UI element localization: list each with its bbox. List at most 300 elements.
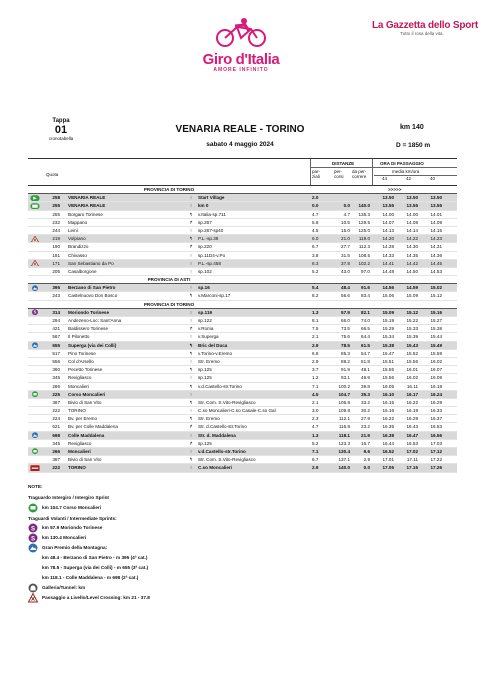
partial-distance-cell: 7.1: [312, 449, 319, 454]
quota-cell: 360: [52, 367, 60, 373]
time-44-cell: 16.44: [382, 440, 394, 446]
time-40-cell: 16.02: [430, 358, 442, 364]
quota-cell: 345: [52, 375, 60, 381]
time-44-cell: 16.15: [382, 399, 394, 405]
partial-distance-cell: 2.1: [312, 334, 319, 340]
location-cell: Borgaro Torinese: [68, 211, 103, 217]
level-crossing-icon: [29, 260, 41, 266]
road-cell: v.Marconi-sp.17: [198, 293, 231, 299]
time-44-cell: 16.35: [382, 424, 394, 430]
tv-icon: [28, 503, 38, 513]
covered-distance-cell: 88.2: [341, 358, 350, 364]
time-44-cell: 14.00: [382, 211, 394, 217]
road-cell: Bric del Duca: [198, 342, 228, 348]
time-42-cell: 16.47: [406, 432, 418, 438]
road-cell: Str. Com. S.Vito-Revigliasco: [198, 399, 256, 405]
location-cell: Col d'Arsello: [68, 358, 94, 364]
time-44-cell: 13.55: [382, 203, 394, 209]
quota-cell: 219: [52, 236, 60, 242]
partial-distance-cell: 6.0: [312, 236, 319, 242]
time-42-cell: 15.22: [406, 318, 418, 323]
km-zero-icon: [29, 203, 41, 209]
time-42-cell: 16.01: [406, 367, 418, 373]
partial-distance-cell: 7.5: [312, 326, 319, 332]
time-40-cell: 15.38: [430, 326, 442, 332]
remaining-distance-cell: 39.8: [361, 383, 370, 389]
location-cell: Superga (via dei Colli): [68, 342, 117, 348]
covered-distance-cell: 4.7: [343, 211, 350, 217]
table-row: [28, 194, 457, 202]
svg-text:S: S: [30, 526, 36, 533]
time-44-cell: 15.19: [382, 318, 394, 323]
time-42-cell: 14.00: [406, 211, 418, 217]
road-cell: sp.125: [198, 367, 212, 373]
covered-distance-cell: 10.5: [341, 219, 350, 225]
location-cell: Moncalieri: [68, 449, 91, 454]
covered-distance-cell: 85.3: [341, 350, 350, 356]
time-40-cell: 14.36: [430, 252, 442, 258]
covered-distance-cell: 123.3: [338, 440, 350, 446]
start-icon: [29, 195, 41, 201]
remaining-distance-cell: 27.9: [361, 416, 370, 422]
direction-arrow-icon: ↰: [189, 236, 193, 242]
covered-distance-cell: 15.0: [341, 227, 350, 233]
direction-arrow-icon: ↱: [189, 219, 193, 225]
location-cell: Bv. per Eremo: [68, 416, 98, 422]
time-44-cell: 17.05: [382, 465, 394, 471]
time-40-cell: 14.15: [430, 227, 442, 233]
partial-distance-cell: 5.4: [312, 285, 319, 291]
road-cell: sp.220: [198, 244, 212, 250]
route-rows: [28, 194, 457, 472]
remaining-distance-cell: 51.8: [361, 358, 370, 364]
time-44-cell: 16.16: [382, 408, 394, 414]
location-cell: Colle Maddalena: [68, 432, 105, 438]
road-cell: Str. Eremo: [198, 358, 220, 364]
covered-distance-cell: 118.1: [338, 432, 350, 438]
remaining-distance-cell: 61.5: [361, 342, 370, 348]
table-row: [28, 391, 457, 399]
time-44-cell: 14.28: [382, 244, 394, 250]
road-cell: v.Roma: [198, 326, 214, 332]
direction-arrow-icon: ↑: [189, 358, 193, 364]
covered-distance-cell: 104.7: [338, 391, 350, 397]
header-quota: Quota: [46, 172, 59, 177]
time-40-cell: 16.53: [430, 424, 442, 430]
remaining-distance-cell: 54.7: [361, 350, 370, 356]
direction-arrow-icon: ↑: [189, 375, 193, 381]
road-cell: sp.119: [198, 309, 213, 315]
quota-cell: 243: [52, 293, 60, 299]
direction-arrow-icon: ↰: [189, 342, 193, 348]
quota-cell: 294: [52, 318, 60, 323]
mountain-icon: [29, 285, 41, 291]
svg-text:S: S: [33, 309, 37, 315]
covered-distance-cell: 27.7: [341, 244, 350, 250]
direction-arrow-icon: ↰: [189, 211, 193, 217]
remaining-distance-cell: 66.5: [361, 326, 370, 332]
partial-distance-cell: 2.3: [312, 416, 319, 422]
quota-cell: 698: [52, 432, 60, 438]
tappa-type: cronotabella: [48, 136, 74, 141]
covered-distance-cell: 93.1: [341, 375, 350, 381]
direction-arrow-icon: ↑: [189, 268, 193, 274]
covered-distance-cell: 43.0: [341, 268, 350, 274]
remaining-distance-cell: 16.7: [361, 440, 370, 446]
direction-arrow-icon: ↑: [189, 318, 193, 323]
time-44-cell: 15.34: [382, 334, 394, 340]
time-44-cell: 14.20: [382, 236, 394, 242]
section-torino2: PROVINCIA DI TORINO: [28, 301, 457, 309]
time-42-cell: 14.08: [406, 219, 418, 225]
time-42-cell: 17.02: [406, 449, 418, 454]
table-row: [28, 309, 457, 317]
table-row: [28, 268, 457, 276]
location-cell: Corso Moncalieri: [68, 391, 106, 397]
time-40-cell: 17.03: [430, 440, 442, 446]
header-da-percorrere: da per- correre: [352, 169, 367, 179]
section-asti: PROVINCIA DI ASTI: [28, 276, 457, 284]
quota-cell: 655: [52, 342, 60, 348]
table-row: [28, 440, 457, 448]
time-40-cell: 15.49: [430, 342, 442, 348]
remaining-distance-cell: 30.2: [361, 408, 370, 414]
covered-distance-cell: 31.5: [341, 252, 350, 258]
remaining-distance-cell: 135.3: [358, 211, 370, 217]
partial-distance-cell: 4.7: [312, 424, 319, 430]
covered-distance-cell: 57.9: [341, 309, 350, 315]
partial-distance-cell: 4.7: [312, 211, 319, 217]
partial-distance-cell: 6.3: [312, 260, 319, 266]
time-44-cell: 14.41: [382, 260, 394, 266]
time-40-cell: 14.31: [430, 244, 442, 250]
time-40-cell: 15.12: [430, 293, 442, 299]
table-row: [28, 415, 457, 423]
location-cell: Andezeno-Loc: Sant'Anna: [68, 318, 122, 323]
direction-arrow-icon: ↑: [189, 408, 193, 414]
table-row: [28, 235, 457, 243]
header-distanze: DISTANZE: [332, 161, 355, 166]
table-row: [28, 292, 457, 300]
sprint-icon: [28, 523, 38, 533]
remaining-distance-cell: 21.9: [361, 432, 370, 438]
road-cell: Str. Eremo: [198, 416, 220, 422]
quota-cell: 244: [52, 227, 60, 233]
time-42-cell: 15.33: [406, 326, 418, 332]
time-42-cell: 16.43: [406, 424, 418, 430]
time-44-cell: 14.13: [382, 227, 394, 233]
direction-arrow-icon: ↰: [189, 383, 193, 389]
quota-cell: 395: [52, 285, 60, 291]
quota-cell: 255: [52, 203, 60, 209]
direction-arrow-icon: ↱: [189, 440, 193, 446]
time-40-cell: 16.37: [430, 416, 442, 422]
location-cell: Brandizzo: [68, 244, 89, 250]
time-40-cell: 15.02: [430, 285, 442, 291]
route-table: [28, 158, 457, 473]
direction-arrow-icon: ↱: [189, 326, 193, 332]
location-cell: Moriondo Torinese: [68, 309, 110, 315]
time-40-cell: 13.55: [430, 203, 442, 209]
covered-distance-cell: 75.6: [341, 334, 350, 340]
quota-cell: 387: [52, 457, 60, 463]
location-cell: Berzano di San Pietro: [68, 285, 116, 291]
quota-cell: 181: [52, 252, 60, 258]
table-row: [28, 202, 457, 210]
tunnel-icon: [28, 583, 38, 593]
road-cell: P.L.-sp.458: [198, 260, 221, 266]
partial-distance-cell: 0.0: [312, 203, 319, 209]
direction-arrow-icon: ↑: [189, 465, 193, 471]
tv-icon: [29, 391, 41, 397]
direction-arrow-icon: ↑: [189, 203, 193, 209]
notes-intergiro-value: km 104.7 Corso Moncalieri: [42, 505, 102, 510]
tappa-label: Tappa: [52, 118, 70, 124]
partial-distance-cell: 3.0: [312, 408, 319, 414]
location-cell: Casalborgone: [68, 268, 97, 274]
table-row: [28, 374, 457, 382]
remaining-distance-cell: 2.9: [363, 457, 370, 463]
location-cell: Revigliasco: [68, 440, 92, 446]
remaining-distance-cell: 82.1: [361, 309, 370, 315]
time-40-cell: 16.24: [430, 391, 442, 397]
time-42-cell: 16.19: [406, 408, 418, 414]
time-44-cell: 15.56: [382, 375, 394, 381]
time-44-cell: 15.55: [382, 367, 394, 373]
direction-arrow-icon: ↰: [189, 416, 193, 422]
time-44-cell: 16.22: [382, 416, 394, 422]
quota-cell: 224: [52, 416, 60, 422]
road-cell: C.so Moncalieri: [198, 465, 232, 471]
table-row: [28, 252, 457, 260]
remaining-distance-cell: 97.0: [361, 268, 370, 274]
road-cell: sp.16: [198, 285, 210, 291]
partial-distance-cell: 1.2: [312, 375, 319, 381]
time-44-cell: 16.10: [382, 391, 394, 397]
partial-distance-cell: 8.2: [312, 293, 319, 299]
giro-subtitle: AMORE INFINITO: [213, 67, 269, 73]
time-44-cell: 15.38: [382, 342, 394, 348]
road-cell: Start Village: [198, 195, 225, 201]
cyclist-icon: [211, 17, 271, 47]
partial-distance-cell: 6.7: [312, 457, 319, 463]
giro-logo: [190, 17, 292, 73]
road-cell: v.d.Castello-str.Torino: [198, 449, 246, 454]
partial-distance-cell: 3.7: [312, 367, 319, 373]
covered-distance-cell: 56.6: [341, 293, 350, 299]
table-row: [28, 260, 457, 268]
time-44-cell: 15.47: [382, 350, 394, 356]
quota-cell: 222: [52, 408, 60, 414]
quota-cell: 345: [52, 440, 60, 446]
time-40-cell: 16.56: [430, 432, 442, 438]
table-row: [28, 448, 457, 456]
time-42-cell: 15.52: [406, 350, 418, 356]
quota-cell: 171: [52, 260, 60, 266]
road-cell: v.Italia-sp.711: [198, 211, 226, 217]
road-cell: sp.267-sp40: [198, 227, 224, 233]
direction-arrow-icon: ↑: [189, 260, 193, 266]
road-cell: sp.125: [198, 440, 212, 446]
location-cell: VENARIA REALE: [68, 203, 106, 209]
notes-title: NOTE:: [28, 484, 43, 489]
notes-gpm-3: km 118.1 - Colle Maddalena - m 698 (2ª cat.): [42, 575, 139, 580]
partial-distance-cell: 5.2: [312, 268, 319, 274]
table-row: [28, 383, 457, 391]
covered-distance-cell: 78.5: [341, 342, 350, 348]
time-44-cell: 17.01: [382, 457, 394, 463]
time-42-cell: 13.55: [406, 203, 418, 209]
road-cell: Str. Com. S.Vito-Revigliasco: [198, 457, 256, 463]
remaining-distance-cell: 46.9: [361, 375, 370, 381]
time-42-cell: 14.30: [406, 244, 418, 250]
direction-arrow-icon: ↱: [189, 244, 193, 250]
quota-cell: 621: [52, 424, 60, 430]
gazzetta-title: La Gazzetta dello Sport: [372, 20, 478, 31]
direction-arrow-icon: ↰: [189, 399, 193, 405]
time-42-cell: 13.50: [406, 195, 418, 201]
location-cell: VENARIA REALE: [68, 195, 106, 201]
partial-distance-cell: 5.8: [312, 219, 319, 225]
tappa-number: 01: [54, 124, 68, 136]
header-percorsi: per- corsi: [334, 169, 344, 179]
covered-distance-cell: 130.4: [338, 449, 350, 454]
quota-cell: 387: [52, 399, 60, 405]
table-row: [28, 407, 457, 415]
location-cell: San Sebastiano da Po: [68, 260, 114, 266]
direction-arrow-icon: ↰: [189, 367, 193, 373]
table-row: [28, 342, 457, 350]
time-42-cell: 16.29: [406, 416, 418, 422]
direction-arrow-icon: ↑: [189, 391, 193, 397]
location-cell: Chivasso: [68, 252, 87, 258]
remaining-distance-cell: 83.4: [361, 293, 370, 299]
quota-cell: 517: [52, 350, 60, 356]
table-row: [28, 325, 457, 333]
time-42-cell: 16.02: [406, 375, 418, 381]
covered-distance-cell: 48.4: [341, 285, 350, 291]
time-40-cell: 17.22: [430, 457, 442, 463]
header-media: media km/ora: [392, 169, 420, 174]
road-cell: sp.125: [198, 375, 212, 381]
time-44-cell: 16.05: [382, 383, 394, 389]
svg-text:S: S: [30, 536, 36, 543]
remaining-distance-cell: 112.3: [358, 244, 370, 250]
notes-gpm-2: km 78.5 - Superga (via dei Colli) - m 655 (3ª cat.): [42, 565, 149, 570]
direction-arrow-icon: ↑: [189, 227, 193, 233]
table-header: [28, 159, 457, 186]
quota-cell: 314: [52, 309, 60, 315]
quota-cell: 266: [52, 449, 60, 454]
remaining-distance-cell: 35.3: [361, 391, 370, 397]
location-cell: Il Pilonetto: [68, 334, 90, 340]
time-40-cell: 16.07: [430, 367, 442, 373]
stage-number-block: [40, 118, 82, 141]
remaining-distance-cell: 125.0: [358, 227, 370, 233]
time-42-cell: 15.43: [406, 342, 418, 348]
notes-gpm: Gran Premio della Montagna:: [42, 545, 108, 550]
location-cell: Bivio di San Vito: [68, 457, 102, 463]
time-44-cell: 14.33: [382, 252, 394, 258]
header-parziali: par- ziali: [312, 169, 321, 179]
remaining-distance-cell: 102.2: [358, 260, 370, 266]
partial-distance-cell: 2.0: [312, 195, 319, 201]
partial-distance-cell: 2.9: [312, 358, 319, 364]
notes-sprint-1: km 57.9 Moriondo Torinese: [42, 525, 103, 530]
time-42-cell: 14.35: [406, 252, 418, 258]
time-40-cell: 15.44: [430, 334, 442, 340]
location-cell: Pino Torinese: [68, 350, 96, 356]
partial-distance-cell: 6.8: [312, 350, 319, 356]
time-42-cell: 16.11: [406, 383, 418, 389]
table-row: [28, 284, 457, 292]
covered-distance-cell: 106.8: [338, 399, 350, 405]
table-row: [28, 399, 457, 407]
time-42-cell: 16.22: [406, 399, 418, 405]
level-crossing-icon: [28, 593, 38, 603]
covered-distance-cell: 112.1: [338, 416, 350, 422]
time-42-cell: 14.14: [406, 227, 418, 233]
time-42-cell: 14.59: [406, 285, 418, 291]
remaining-distance-cell: 9.6: [363, 449, 370, 454]
stage-elevation: D = 1850 m: [396, 142, 431, 149]
notes-gpm-1: km 48.4 - Berzano di San Pietro - m 395 (4ª cat.): [42, 555, 148, 560]
covered-distance-cell: 109.8: [338, 408, 350, 414]
table-row: [28, 350, 457, 358]
location-cell: Pecetto Torinese: [68, 367, 103, 373]
road-cell: Str. d.Castello-str.Torino: [198, 424, 247, 430]
mountain-icon: [29, 342, 41, 348]
table-row: [28, 358, 457, 366]
quota-cell: 222: [52, 465, 60, 471]
time-40-cell: 14.09: [430, 219, 442, 225]
header-speed-40: 40: [430, 176, 436, 181]
time-40-cell: 15.27: [430, 318, 442, 323]
table-row: [28, 333, 457, 341]
covered-distance-cell: 91.9: [341, 367, 350, 373]
time-42-cell: 15.39: [406, 334, 418, 340]
partial-distance-cell: 1.3: [312, 432, 319, 438]
time-42-cell: 16.53: [406, 440, 418, 446]
road-cell: v.Superga: [198, 334, 219, 340]
partial-distance-cell: 2.9: [312, 342, 319, 348]
stage-date: sabato 4 maggio 2024: [206, 141, 274, 148]
quota-cell: 286: [52, 383, 60, 389]
location-cell: Bivio di San Vito: [68, 399, 102, 405]
gazzetta-tagline: Tutto il rosa della vita.: [400, 31, 444, 36]
direction-arrow-icon: ↑: [189, 252, 193, 258]
direction-arrow-icon: ↱: [189, 424, 193, 430]
table-row: [28, 423, 457, 431]
road-cell: sp.122: [198, 318, 212, 323]
time-40-cell: 16.09: [430, 375, 442, 381]
partial-distance-cell: 4.5: [312, 391, 319, 397]
direction-arrow-icon: ↑: [189, 285, 193, 291]
remaining-distance-cell: 129.5: [358, 219, 370, 225]
notes-level-crossing: Passaggio a Livello/Level Crossing: km 21 - 37.8: [42, 595, 150, 600]
time-44-cell: 13.50: [382, 195, 394, 201]
tv-icon: [29, 448, 41, 454]
gazzetta-logo: [372, 20, 478, 36]
direction-arrow-icon: ↑: [189, 195, 193, 201]
quota-cell: 556: [52, 358, 60, 364]
partial-distance-cell: 4.5: [312, 227, 319, 233]
time-44-cell: 16.52: [382, 449, 394, 454]
location-cell: TORINO: [68, 408, 86, 414]
time-42-cell: 14.22: [406, 236, 418, 242]
time-40-cell: 14.53: [430, 268, 442, 274]
direction-arrow-icon: ↑: [189, 432, 193, 438]
